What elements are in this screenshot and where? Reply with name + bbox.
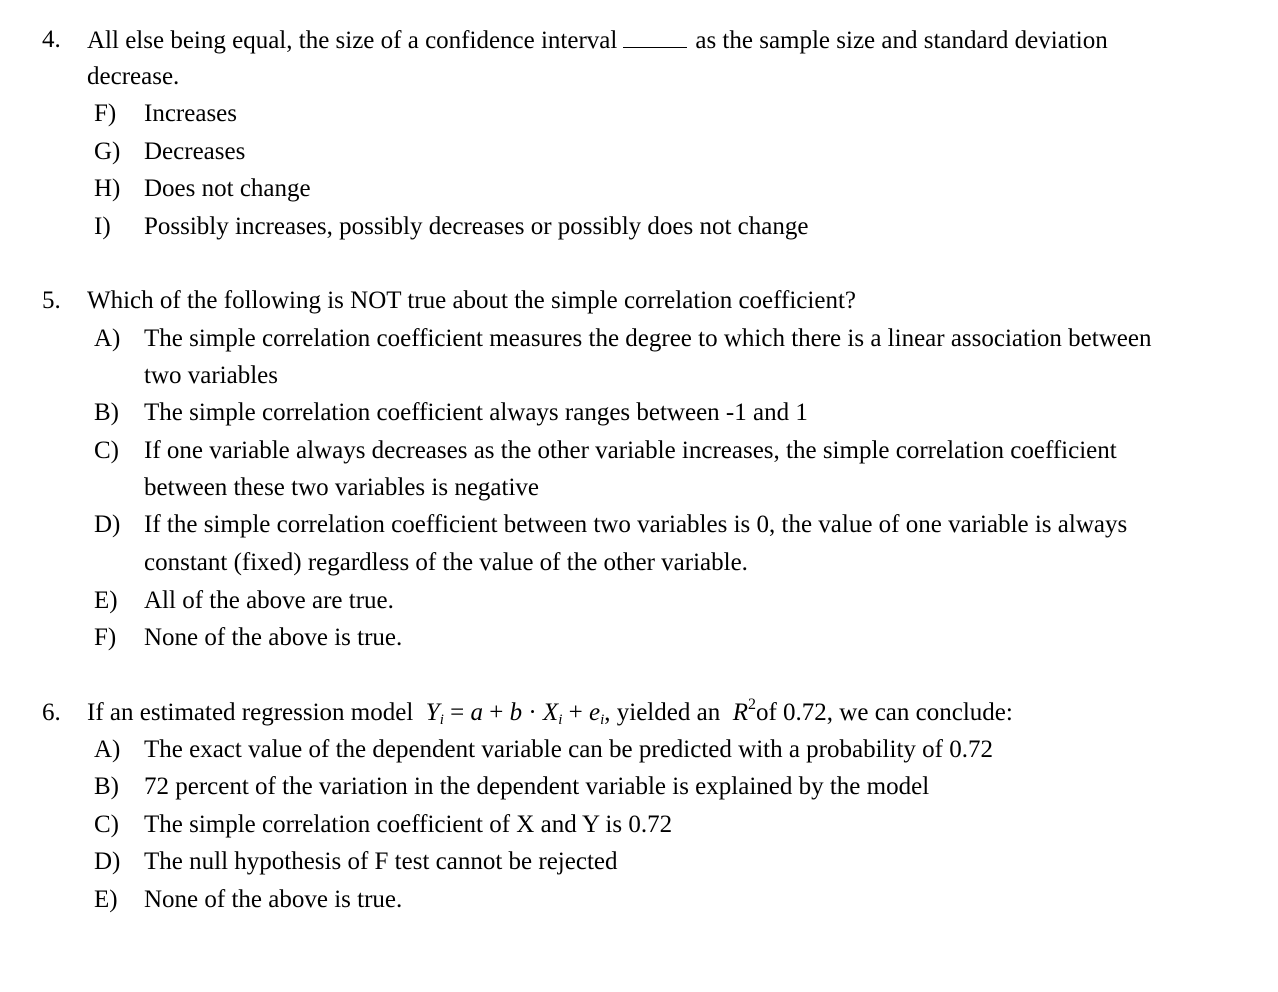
option-label: A) <box>94 325 121 352</box>
option-text-continued: two variables <box>144 362 278 389</box>
question-number: 5. <box>42 287 61 314</box>
option-label: B) <box>94 773 119 800</box>
option-label: F) <box>94 100 117 127</box>
option-text: The null hypothesis of F test cannot be rejected <box>144 848 618 875</box>
option-text: The simple correlation coefficient measures the degree to which there is a linear association between <box>144 325 1152 352</box>
option-label: H) <box>94 175 121 202</box>
option-text: All of the above are true. <box>144 587 394 614</box>
option-text: Does not change <box>144 175 311 202</box>
option-label: F) <box>94 624 117 651</box>
answer-blank <box>623 25 687 48</box>
option-text-continued: constant (fixed) regardless of the value of the other variable. <box>144 549 748 576</box>
option-label: E) <box>94 587 118 614</box>
option-text: If one variable always decreases as the other variable increases, the simple correlation coefficient <box>144 437 1117 464</box>
option-text: The simple correlation coefficient always ranges between -1 and 1 <box>144 399 808 426</box>
option-text: The simple correlation coefficient of X and Y is 0.72 <box>144 811 673 838</box>
option-text: None of the above is true. <box>144 624 403 651</box>
question-stem: Which of the following is NOT true about the simple correlation coefficient? <box>87 287 856 314</box>
r-squared-symbol: $R^2$ <box>726 696 756 726</box>
option-label: C) <box>94 811 119 838</box>
option-label: C) <box>94 437 119 464</box>
option-label: D) <box>94 511 121 538</box>
question-stem-continued: decrease. <box>87 63 180 90</box>
option-label: I) <box>94 213 111 240</box>
question-stem: All else being equal, the size of a confidence interval as the sample size and standard deviation <box>87 27 1108 54</box>
option-label: B) <box>94 399 119 426</box>
question-number: 4. <box>42 26 61 53</box>
option-text: Decreases <box>144 138 246 165</box>
option-text: 72 percent of the variation in the dependent variable is explained by the model <box>144 773 930 800</box>
option-text-continued: between these two variables is negative <box>144 474 539 501</box>
question-stem: If an estimated regression model $Y_i = a + b \cdot X_i + e_i$, yielded an $R^2of$ 0.72, we can conclude: <box>87 696 1013 728</box>
option-text: None of the above is true. <box>144 886 403 913</box>
option-text: The exact value of the dependent variable can be predicted with a probability of 0.72 <box>144 736 993 763</box>
option-label: D) <box>94 848 121 875</box>
question-number: 6. <box>42 699 61 726</box>
regression-formula: $Y_i = a + b \cdot X_i + e_i$ <box>419 699 605 728</box>
option-text: If the simple correlation coefficient between two variables is 0, the value of one variable is always <box>144 511 1128 538</box>
option-label: E) <box>94 886 118 913</box>
option-label: G) <box>94 138 121 165</box>
option-text: Increases <box>144 100 237 127</box>
option-label: A) <box>94 736 121 763</box>
option-text: Possibly increases, possibly decreases or possibly does not change <box>144 213 809 240</box>
